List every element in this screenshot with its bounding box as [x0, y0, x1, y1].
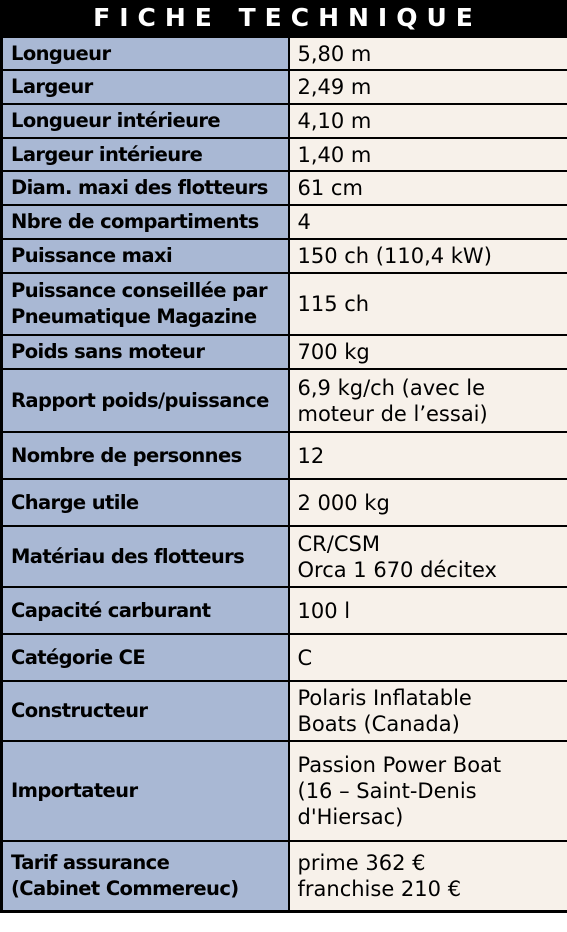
- spec-row: [2, 681, 567, 741]
- spec-row: [2, 741, 567, 841]
- spec-label: [2, 526, 289, 587]
- spec-row: [2, 171, 567, 205]
- spec-label: [2, 841, 289, 911]
- spec-value: [289, 239, 567, 273]
- spec-label-line: Longueur: [11, 41, 111, 65]
- spec-value-line: 2,49 m: [297, 75, 372, 99]
- spec-value: [289, 741, 567, 841]
- spec-label-line: Pneumatique Magazine: [11, 305, 257, 328]
- spec-label: [2, 741, 289, 841]
- spec-label-line: Tarif assurance: [11, 850, 170, 874]
- spec-label-line: Matériau des flotteurs: [11, 544, 245, 568]
- spec-table-body: [2, 37, 567, 911]
- spec-value-line: 115 ch: [297, 292, 370, 316]
- spec-value: [289, 37, 567, 70]
- spec-row: [2, 273, 567, 335]
- spec-label: [2, 138, 289, 171]
- spec-label: [2, 104, 289, 138]
- spec-label: [2, 634, 289, 681]
- spec-value-line: 61 cm: [297, 176, 363, 200]
- spec-label: [2, 239, 289, 273]
- spec-value: [289, 335, 567, 369]
- sheet-title: FICHE TECHNIQUE: [0, 0, 567, 36]
- spec-label: [2, 479, 289, 526]
- spec-value-line: franchise 210 €: [297, 876, 462, 901]
- spec-label: [2, 273, 289, 335]
- spec-value-line: 2 000 kg: [297, 490, 390, 515]
- spec-label-line: Nombre de personnes: [11, 443, 242, 467]
- spec-value: [289, 171, 567, 205]
- spec-value: [289, 369, 567, 432]
- spec-value-line: Orca 1 670 décitex: [297, 557, 497, 582]
- spec-label-line: Capacité carburant: [11, 598, 211, 622]
- spec-label-line: (Cabinet Commereuc): [11, 876, 239, 900]
- spec-value-line: C: [297, 645, 313, 670]
- spec-label-line: Rapport poids/puissance: [11, 388, 269, 412]
- spec-value: [289, 526, 567, 587]
- spec-value-line: moteur de l’essai): [297, 401, 488, 426]
- spec-row: [2, 841, 567, 911]
- spec-row: [2, 526, 567, 587]
- spec-row: [2, 104, 567, 138]
- spec-value-line: prime 362 €: [297, 850, 426, 875]
- spec-value-line: 150 ch (110,4 kW): [297, 244, 492, 268]
- spec-label-line: Largeur: [11, 75, 93, 98]
- spec-row: [2, 70, 567, 104]
- spec-label-line: Catégorie CE: [11, 645, 146, 669]
- spec-value-line: 6,9 kg/ch (avec le: [297, 375, 486, 400]
- spec-value-line: Polaris Inflatable: [297, 686, 472, 710]
- spec-value: [289, 104, 567, 138]
- spec-label-line: Diam. maxi des flotteurs: [11, 176, 268, 199]
- spec-value-line: 1,40 m: [297, 142, 372, 167]
- spec-value: [289, 205, 567, 239]
- spec-value: [289, 273, 567, 335]
- spec-row: [2, 432, 567, 479]
- spec-row: [2, 335, 567, 369]
- spec-label: [2, 369, 289, 432]
- spec-row: [2, 634, 567, 681]
- spec-row: [2, 587, 567, 634]
- spec-label: [2, 335, 289, 369]
- spec-value: [289, 479, 567, 526]
- spec-value-line: (16 – Saint-Denis: [297, 779, 477, 803]
- spec-label: [2, 171, 289, 205]
- spec-value-line: 5,80 m: [297, 41, 372, 66]
- spec-value: [289, 634, 567, 681]
- spec-value: [289, 681, 567, 741]
- spec-value-line: Boats (Canada): [297, 712, 460, 736]
- spec-value-line: 4: [297, 210, 311, 234]
- spec-label-line: Largeur intérieure: [11, 142, 203, 166]
- spec-label: [2, 205, 289, 239]
- spec-label: [2, 587, 289, 634]
- spec-value: [289, 138, 567, 171]
- spec-row: [2, 37, 567, 70]
- spec-label-line: Longueur intérieure: [11, 109, 221, 132]
- spec-row: [2, 479, 567, 526]
- spec-value: [289, 587, 567, 634]
- spec-value-line: Passion Power Boat: [297, 753, 502, 777]
- spec-row: [2, 369, 567, 432]
- spec-label-line: Charge utile: [11, 490, 139, 514]
- spec-label-line: Poids sans moteur: [11, 340, 205, 363]
- spec-value-line: 100 l: [297, 598, 351, 623]
- spec-value-line: 4,10 m: [297, 109, 372, 133]
- spec-label: [2, 681, 289, 741]
- spec-value: [289, 70, 567, 104]
- spec-label-line: Puissance conseillée par: [11, 279, 267, 302]
- spec-row: [2, 239, 567, 273]
- spec-label-line: Constructeur: [11, 699, 148, 722]
- spec-label: [2, 37, 289, 70]
- spec-value-line: 700 kg: [297, 340, 370, 364]
- spec-label-line: Nbre de compartiments: [11, 210, 259, 233]
- spec-value-line: d'Hiersac): [297, 805, 404, 829]
- spec-row: [2, 205, 567, 239]
- spec-value: [289, 841, 567, 911]
- spec-value: [289, 432, 567, 479]
- spec-label: [2, 432, 289, 479]
- spec-label-line: Importateur: [11, 779, 138, 802]
- spec-value-line: 12: [297, 443, 325, 468]
- spec-label-line: Puissance maxi: [11, 244, 173, 267]
- spec-row: [2, 138, 567, 171]
- spec-table: [0, 36, 567, 913]
- spec-label: [2, 70, 289, 104]
- spec-value-line: CR/CSM: [297, 531, 380, 556]
